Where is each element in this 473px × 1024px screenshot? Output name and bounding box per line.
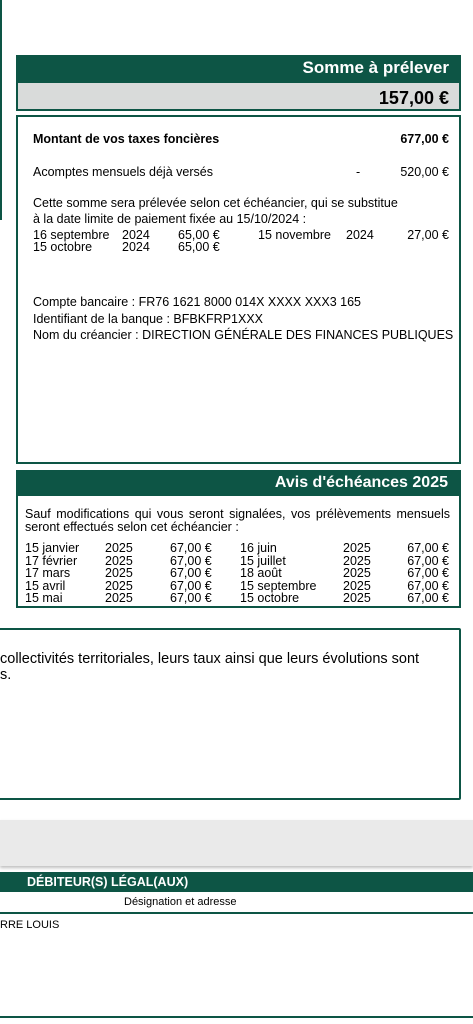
somme-amount: 157,00 €: [378, 88, 449, 108]
avis-year: 2025: [105, 578, 133, 593]
note-line2: s.: [0, 667, 12, 683]
avis-date: 17 mars: [25, 566, 71, 580]
acomptes-value: 520,00 €: [400, 165, 449, 179]
avis-amount: 67,00 €: [170, 591, 212, 605]
montant-label: Montant de vos taxes foncières: [33, 132, 220, 146]
bottom-rule: [0, 1016, 473, 1018]
debiteur-header: [0, 872, 473, 892]
avis-title: Avis d'échéances 2025: [274, 474, 448, 491]
avis-date: 17 février: [25, 553, 78, 568]
debiteur-rule: [0, 912, 473, 914]
debiteur-title: DÉBITEUR(S) LÉGAL(AUX): [27, 875, 189, 889]
avis-intro-line1: [25, 507, 450, 521]
compte-bancaire: Compte bancaire : FR76 1621 8000 014X XXXX XXX3 165: [33, 295, 361, 309]
avis-year: 2025: [105, 541, 133, 555]
left-edge-rule: [0, 0, 2, 220]
avis-amount: 67,00 €: [170, 566, 212, 580]
avis-date: 15 juillet: [240, 553, 286, 568]
taxes-intro-line1: Cette somme sera prélevée selon cet échéancier, qui se substitue: [33, 196, 398, 210]
avis-date: 16 juin: [240, 541, 277, 555]
avis-date: 18 août: [240, 566, 282, 580]
avis-intro-text: Sauf modifications qui vous seront signalées, vos prélèvements mensuels: [25, 507, 450, 521]
somme-title: Somme à prélever: [302, 58, 449, 77]
schedule-year: 2024: [346, 228, 374, 242]
debiteur-name: RRE LOUIS: [0, 919, 60, 931]
avis-amount: 67,00 €: [407, 566, 449, 580]
avis-year: 2025: [343, 541, 371, 555]
avis-date: 15 janvier: [25, 541, 80, 555]
grey-band: [0, 820, 473, 866]
avis-year: 2025: [343, 578, 371, 593]
avis-amount: 67,00 €: [407, 553, 449, 568]
taxes-intro-line2: à la date limite de paiement fixée au 15/10/2024 :: [33, 212, 307, 226]
avis-amount: 67,00 €: [170, 541, 212, 555]
somme-amount-bar: [16, 81, 461, 111]
avis-amount: 67,00 €: [170, 578, 212, 593]
avis-amount: 67,00 €: [407, 591, 449, 605]
debiteur-subtitle: Désignation et adresse: [124, 896, 237, 908]
avis-date: 15 octobre: [240, 591, 300, 605]
schedule-amount: 65,00 €: [178, 240, 220, 254]
avis-year: 2025: [343, 591, 371, 605]
schedule-date: 16 septembre: [33, 228, 110, 242]
avis-year: 2025: [343, 553, 371, 568]
avis-date: 15 septembre: [240, 578, 317, 593]
nom-creancier: Nom du créancier : DIRECTION GÉNÉRALE DES FINANCES PUBLIQUES: [33, 328, 454, 342]
avis-header: [16, 470, 461, 496]
acomptes-label: Acomptes mensuels déjà versés: [33, 165, 213, 179]
avis-year: 2025: [343, 566, 371, 580]
note-line1: collectivités territoriales, leurs taux ainsi que leurs évolutions sont: [0, 651, 420, 667]
schedule-year: 2024: [122, 240, 150, 254]
schedule-amount: 27,00 €: [407, 228, 449, 242]
avis-date: 15 mai: [25, 591, 63, 605]
avis-year: 2025: [105, 566, 133, 580]
schedule-amount: 65,00 €: [178, 228, 220, 242]
somme-header: [16, 55, 461, 81]
identifiant-banque: Identifiant de la banque : BFBKFRP1XXX: [33, 312, 263, 326]
avis-amount: 67,00 €: [407, 578, 449, 593]
avis-year: 2025: [105, 553, 133, 568]
avis-amount: 67,00 €: [170, 553, 212, 568]
schedule-2024-row: [33, 241, 92, 254]
avis-date: 15 avril: [25, 578, 66, 593]
avis-year: 2025: [105, 591, 133, 605]
schedule-date: 15 octobre: [33, 240, 93, 254]
avis-amount: 67,00 €: [407, 541, 449, 555]
schedule-year: 2024: [122, 228, 150, 242]
montant-value: 677,00 €: [400, 132, 449, 146]
acomptes-sign: -: [356, 165, 361, 179]
schedule-date: 15 novembre: [258, 228, 331, 242]
avis-intro-line2: seront effectués selon cet échéancier :: [25, 520, 239, 534]
